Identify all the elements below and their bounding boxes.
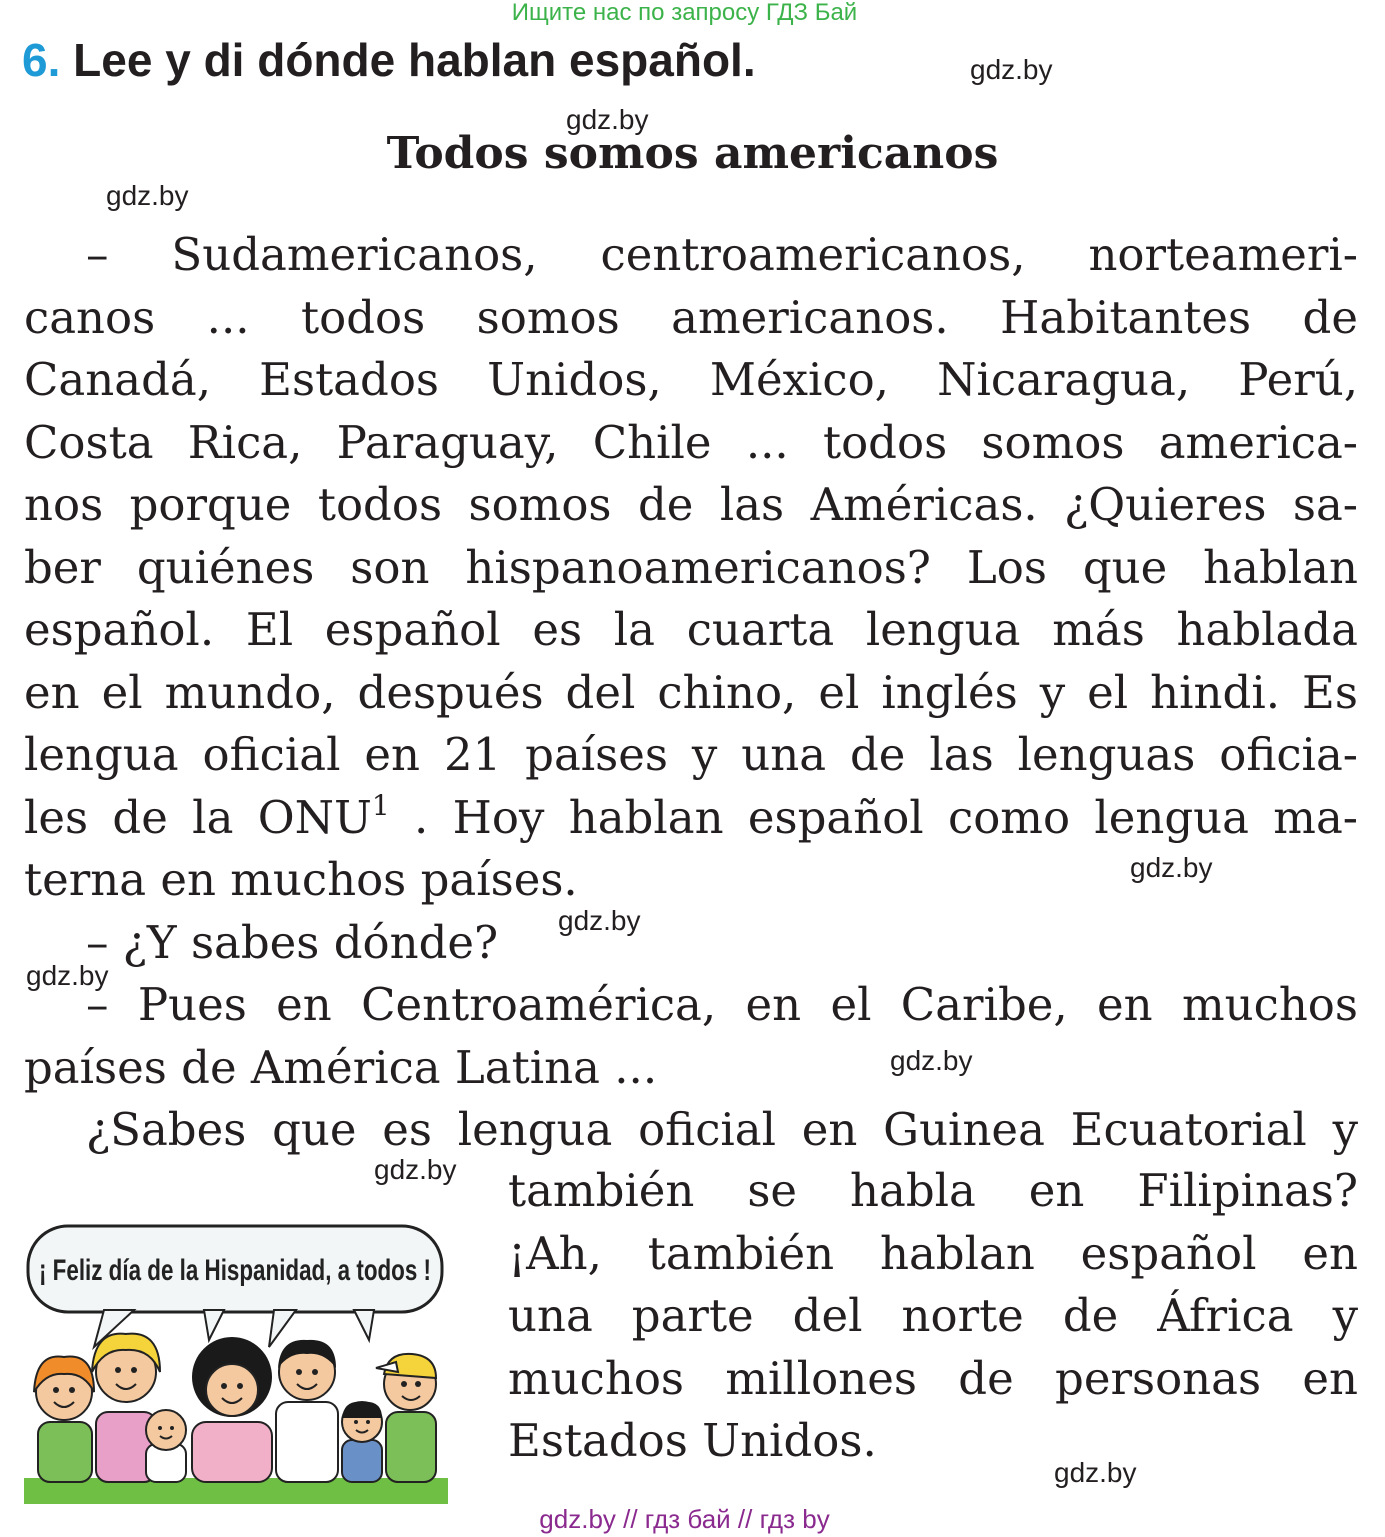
watermark: gdz.by (1054, 1457, 1137, 1488)
text-line: terna en muchos países. (24, 853, 578, 906)
text-line: Costa Rica, Paraguay, Chile ... todos somos america- (24, 415, 1358, 469)
text-line: también se habla en Filipinas? (508, 1164, 1358, 1217)
text-line-onu (24, 787, 1358, 850)
text-line: Canadá, Estados Unidos, México, Nicaragua, Perú, (24, 353, 1358, 406)
footnote-mark: 1 (371, 788, 390, 822)
watermark: gdz.by (970, 54, 1053, 85)
cartoon-illustration (24, 1222, 448, 1504)
watermark: gdz.by (558, 905, 641, 936)
task-number: 6. (22, 34, 61, 86)
text-line: muchos millones de personas en (508, 1351, 1358, 1405)
text-line: en el mundo, después del chino, el inglés y el hindi. Es (24, 665, 1358, 719)
speech-text: ¡ Feliz día de la Hispanidad, a todos ! (39, 1254, 431, 1287)
footer-watermarks: gdz.by // гдз бай // гдз by (539, 1504, 830, 1534)
text-line: canos ... todos somos americanos. Habitantes de (24, 290, 1358, 344)
text-line: – ¿Y sabes dónde? (86, 915, 499, 969)
text-title: Todos somos americanos (386, 128, 999, 179)
side-text (508, 1160, 1358, 1473)
cartoon-drawing (24, 1222, 448, 1504)
watermark: gdz.by (26, 960, 109, 991)
watermark: gdz.by (566, 104, 649, 135)
text-line: países de América Latina ... (24, 1040, 658, 1094)
watermark: gdz.by (374, 1154, 457, 1185)
reading-text (24, 224, 1358, 1162)
text-line: nos porque todos somos de las Américas. ¿Quieres sa- (24, 478, 1358, 531)
text-line: – Pues en Centroamérica, en el Caribe, en muchos (86, 978, 1358, 1031)
text-line: ¡Ah, también hablan español en (508, 1226, 1358, 1280)
text-line: español. El español es la cuarta lengua más hablada (24, 603, 1358, 656)
watermark: gdz.by (106, 180, 189, 211)
task-heading (22, 34, 756, 86)
text-line: una parte del norte de África y (508, 1289, 1358, 1342)
text-segment: les de la ONU (24, 790, 372, 844)
text-line: ber quiénes son hispanoamericanos? Los que hablan (24, 540, 1358, 594)
watermark: gdz.by (890, 1045, 973, 1076)
text-line: Estados Unidos. (508, 1414, 877, 1467)
text-line: ¿Sabes que es lengua oficial en Guinea Ecuatorial y (86, 1103, 1358, 1156)
text-line: lengua oficial en 21 países y una de las lenguas oficia- (24, 728, 1358, 781)
search-banner: Ищите нас по запросу ГДЗ Бай (511, 0, 858, 26)
text-segment: . Hoy hablan español como lengua ma- (414, 790, 1358, 844)
text-line: – Sudamericanos, centroamericanos, norteameri- (86, 228, 1358, 281)
task-instruction: Lee y di dónde hablan español. (73, 34, 756, 86)
watermark: gdz.by (1130, 852, 1213, 883)
